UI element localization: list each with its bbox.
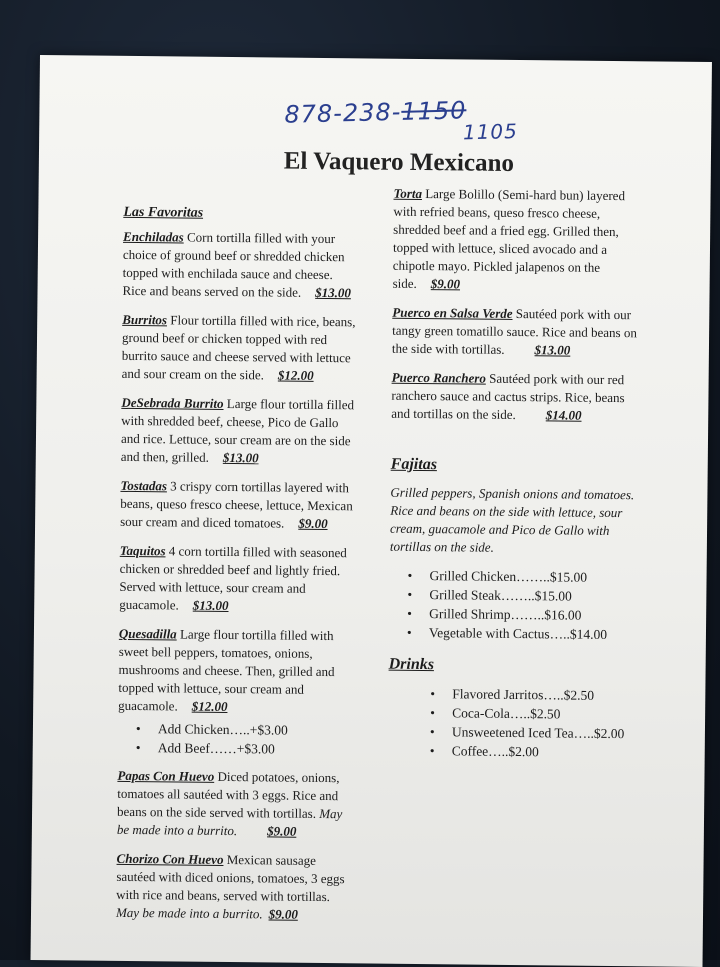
handwritten-phone [284, 96, 519, 145]
item-price: $12.00 [191, 698, 228, 714]
item-price: $9.00 [430, 276, 461, 292]
left-column [116, 204, 359, 935]
item-desc: Sautéed pork with our red ranchero sauce and cactus strips. Rice, beans and tortillas on the side. [391, 370, 625, 423]
right-column [388, 185, 649, 773]
item-price: $13.00 [315, 284, 352, 301]
menu-item-burritos [122, 311, 358, 385]
item-price: $9.00 [268, 906, 298, 922]
item-desc: Diced potatoes, onions, tomatoes all sautéed with 3 eggs. Rice and beans on the side served with tortillas. [117, 768, 340, 821]
drink-option: • Flavored Jarritos…..$2.50 [430, 684, 643, 705]
menu-item-puerco-ranchero [391, 369, 647, 426]
phone-correction: 1105 [462, 119, 519, 145]
item-price: $12.00 [277, 367, 314, 383]
menu-item-taquitos [119, 542, 355, 616]
item-desc: Sautéed pork with our tangy green tomatillo sauce. Rice and beans on the side with tortillas. [391, 305, 637, 357]
fajita-option: • Vegetable with Cactus…..$14.00 [407, 623, 644, 644]
addon-item: • Add Chicken…..+$3.00 [136, 719, 353, 740]
fajitas-description: Grilled peppers, Spanish onions and tomatoes. Rice and beans on the side with lettuce, sour cream, guacamole and Pico de Gallo with tortillas on the side. [389, 484, 635, 555]
item-name: Puerco Ranchero [391, 369, 486, 386]
item-desc: 3 crispy corn tortillas layered with beans, queso fresco cheese, lettuce, Mexican sour cream and diced tomatoes. [120, 478, 353, 531]
drink-option: • Unsweetened Iced Tea…..$2.00 [430, 722, 643, 743]
drinks-list [388, 684, 644, 763]
item-price: $13.00 [534, 342, 571, 358]
menu-item-enchiladas [122, 228, 358, 302]
fajitas-list [389, 566, 645, 645]
item-name: Chorizo Con Huevo [116, 850, 224, 867]
menu-item-desebrada-burrito [121, 394, 357, 468]
section-drinks: Drinks [388, 655, 435, 674]
addon-item: • Add Beef……+$3.00 [136, 738, 353, 759]
item-desc: Large flour tortilla filled with shredded beef, cheese, Pico de Gallo and rice. Lettuce, sour cream are on the side and then, grilled. [120, 395, 355, 465]
item-desc: Flour tortilla filled with rice, beans, ground beef or chicken topped with red burrito sauce and cheese served with lettuce and sour cream on the side. [121, 312, 356, 383]
item-price: $13.00 [222, 449, 259, 466]
menu-item-torta [393, 185, 649, 296]
item-price: $9.00 [298, 515, 328, 532]
menu-item-quesadilla [118, 625, 354, 717]
menu-item-puerco-en-salsa-verde [392, 304, 648, 361]
item-price: $9.00 [267, 823, 297, 839]
item-desc: Large flour tortilla filled with sweet bell peppers, tomatoes, onions, mushrooms and cheese. Then, grilled and topped with lettuce, sour cream and guacamole. [118, 626, 335, 714]
item-desc: Corn tortilla filled with your choice of ground beef or shredded chicken topped with enchilada sauce and cheese. Rice and beans served on the side. [122, 229, 345, 300]
menu-item-chorizo-con-huevo [116, 850, 352, 924]
fajita-option: • Grilled Steak……..$15.00 [407, 585, 644, 606]
item-price: $14.00 [545, 407, 582, 423]
phone-main: 878-238- [284, 97, 402, 129]
fajita-option: • Grilled Shrimp……..$16.00 [407, 604, 644, 625]
item-note: May be made into a burrito. [115, 904, 263, 922]
item-name: Taquitos [119, 542, 166, 559]
item-name: Enchiladas [123, 228, 184, 245]
drink-option: • Coffee…..$2.00 [430, 741, 643, 762]
fajita-option: • Grilled Chicken……..$15.00 [407, 566, 644, 587]
item-price: $13.00 [192, 597, 229, 614]
menu-item-papas-con-huevo [117, 767, 353, 841]
item-name: Tostadas [120, 477, 168, 494]
item-name: Burritos [122, 311, 168, 328]
item-name: Torta [393, 185, 423, 202]
item-desc: Large Bolillo (Semi-hard bun) layered with refried beans, queso fresco cheese, shredded beef and a fried egg. Grilled then, topped with lettuce, sliced avocado and a chipotle mayo. Pickled jalapenos on the side. [392, 186, 626, 291]
item-name: Papas Con Huevo [117, 767, 215, 784]
drink-option: • Coca-Cola…..$2.50 [430, 703, 643, 724]
menu-title: El Vaquero Mexicano [283, 147, 515, 177]
menu-paper [31, 55, 712, 967]
section-las-favoritas: Las Favoritas [123, 204, 204, 221]
quesadilla-addons [118, 719, 353, 759]
menu-item-tostadas [120, 477, 356, 533]
item-desc: 4 corn tortilla filled with seasoned chicken or shredded beef and lightly fried. Served with lettuce, sour cream and guacamole. [119, 543, 347, 613]
phone-struck: 1150 [401, 96, 467, 126]
item-note: May be made into a burrito. [116, 805, 343, 839]
section-fajitas: Fajitas [390, 455, 438, 474]
item-name: Puerco en Salsa Verde [392, 304, 513, 321]
item-name: DeSebrada Burrito [121, 394, 224, 411]
item-desc: Mexican sausage sautéed with diced onions, tomatoes, 3 eggs with rice and beans, served with tortillas. [116, 851, 345, 905]
item-name: Quesadilla [118, 625, 177, 642]
